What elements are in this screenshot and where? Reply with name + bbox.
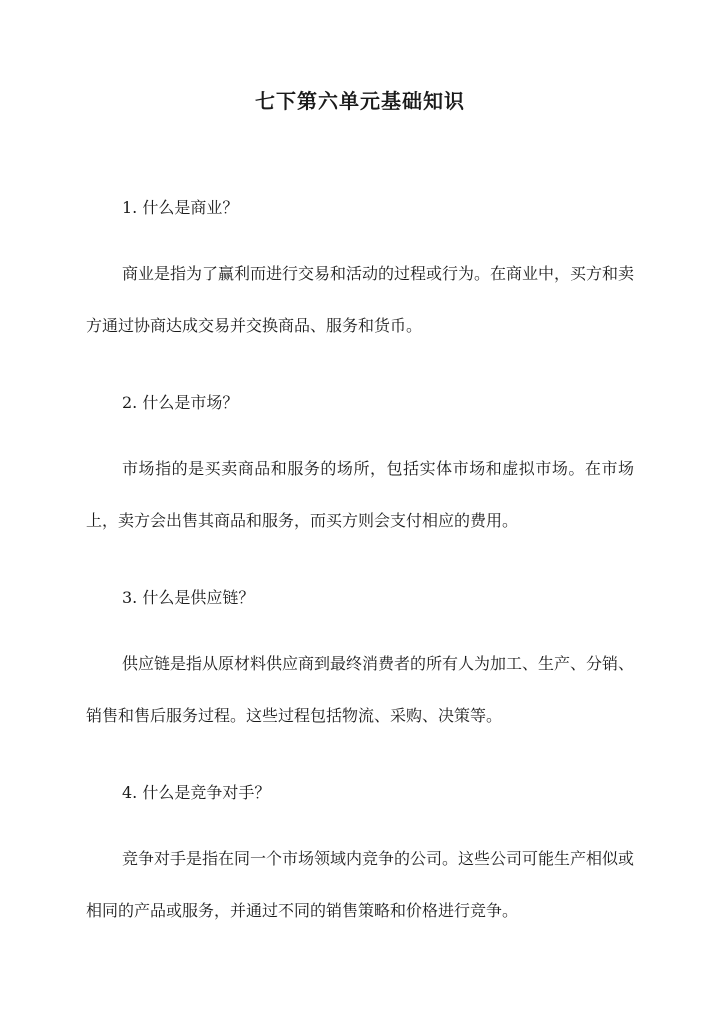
answer-paragraph: 竞争对手是指在同一个市场领域内竞争的公司。这些公司可能生产相似或相同的产品或服务，并通过不同的销售策略和价格进行竞争。: [86, 849, 635, 920]
question-heading: 4. 什么是竞争对手？: [122, 783, 271, 802]
page-title: 七下第六单元基础知识: [255, 89, 465, 113]
question-heading: 2. 什么是市场？: [122, 393, 239, 412]
answer-paragraph: 市场指的是买卖商品和服务的场所，包括实体市场和虚拟市场。在市场上，卖方会出售其商品和服务，而买方则会支付相应的费用。: [86, 459, 634, 530]
answer-paragraph: 商业是指为了赢利而进行交易和活动的过程或行为。在商业中，买方和卖方通过协商达成交易并交换商品、服务和货币。: [86, 264, 635, 335]
section-competitor: [86, 781, 634, 937]
section-commerce: [86, 196, 634, 352]
section-market: [86, 391, 634, 547]
answer-paragraph: 供应链是指从原材料供应商到最终消费者的所有人为加工、生产、分销、销售和售后服务过程。这些过程包括物流、采购、决策等。: [86, 654, 635, 725]
question-heading: 1. 什么是商业？: [122, 198, 239, 217]
section-supply-chain: [86, 586, 634, 742]
question-heading: 3. 什么是供应链？: [122, 588, 255, 607]
